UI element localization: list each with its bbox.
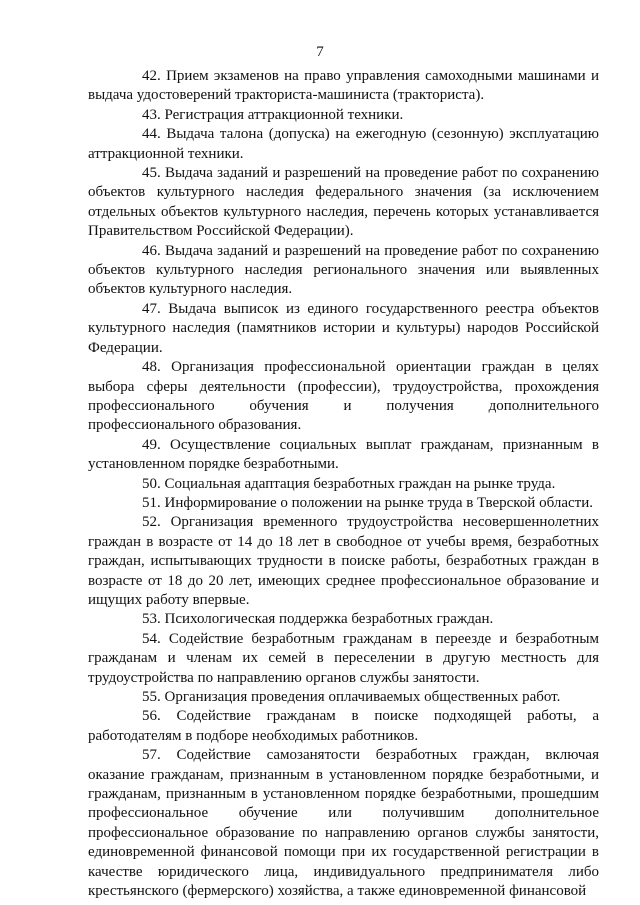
paragraph-54: 54. Содействие безработным гражданам в переезде и безработным гражданам и членам их семей в переселении в другую местность для трудоустройства по направлению органов службы занятости.	[88, 630, 599, 686]
paragraph-53: 53. Психологическая поддержка безработных граждан.	[142, 611, 494, 628]
paragraph-46: 46. Выдача заданий и разрешений на проведение работ по сохранению объектов культурного наследия регионального значения или выявленных объектов культурного наследия.	[88, 242, 599, 298]
paragraph-45: 45. Выдача заданий и разрешений на проведение работ по сохранению объектов культурного наследия федерального значения (за исключением отдельных объектов культурного наследия, перечень которых устанавливается Правительством Российской Федерации).	[88, 165, 599, 240]
paragraph-47: 47. Выдача выписок из единого государственного реестра объектов культурного наследия (памятников истории и культуры) народов Российской Федерации.	[88, 300, 599, 356]
paragraph-56: 56. Содействие гражданам в поиске подходящей работы, а работодателям в подборе необходимых работников.	[88, 708, 599, 744]
paragraph-52: 52. Организация временного трудоустройства несовершеннолетних граждан в возрасте от 14 до 18 лет в свободное от учебы время, безработных граждан, испытывающих трудности в поиске работы, безработных граждан в возрасте от 18 до 20 лет, имеющих среднее профессиональное образование и ищущих работу впервые.	[88, 514, 599, 608]
page-number: 7	[316, 44, 324, 60]
paragraph-44: 44. Выдача талона (допуска) на ежегодную (сезонную) эксплуатацию аттракционной техники.	[88, 126, 599, 162]
paragraph-50: 50. Социальная адаптация безработных граждан на рынке труда.	[142, 475, 556, 492]
paragraph-42: 42. Прием экзаменов на право управления самоходными машинами и выдача удостоверений тракториста-машиниста (тракториста).	[88, 68, 599, 104]
paragraph-48: 48. Организация профессиональной ориентации граждан в целях выбора сферы деятельности (профессии), трудоустройства, прохождения профессионального обучения и получения дополнительного профессионального образования.	[88, 359, 599, 434]
paragraph-51: 51. Информирование о положении на рынке труда в Тверской области.	[142, 494, 593, 511]
paragraph-49: 49. Осуществление социальных выплат гражданам, признанным в установленном порядке безработными.	[88, 436, 599, 473]
paragraph-57: 57. Содействие самозанятости безработных граждан, включая оказание гражданам, признанным в установленном порядке безработными, и гражданам, признанным в установленном порядке безработными, прошедшим профессиональное обучение или получившим дополнительное профессиональное образование по направлению органов службы занятости, единовременной финансовой помощи при их государственной регистрации в качестве юридического лица, индивидуального предпринимателя либо крестьянского (фермерского) хозяйства, а также единовременной финансовой	[88, 747, 599, 900]
paragraph-43: 43. Регистрация аттракционной техники.	[142, 106, 404, 123]
document-body	[88, 67, 599, 901]
paragraph-55: 55. Организация проведения оплачиваемых общественных работ.	[142, 689, 561, 705]
